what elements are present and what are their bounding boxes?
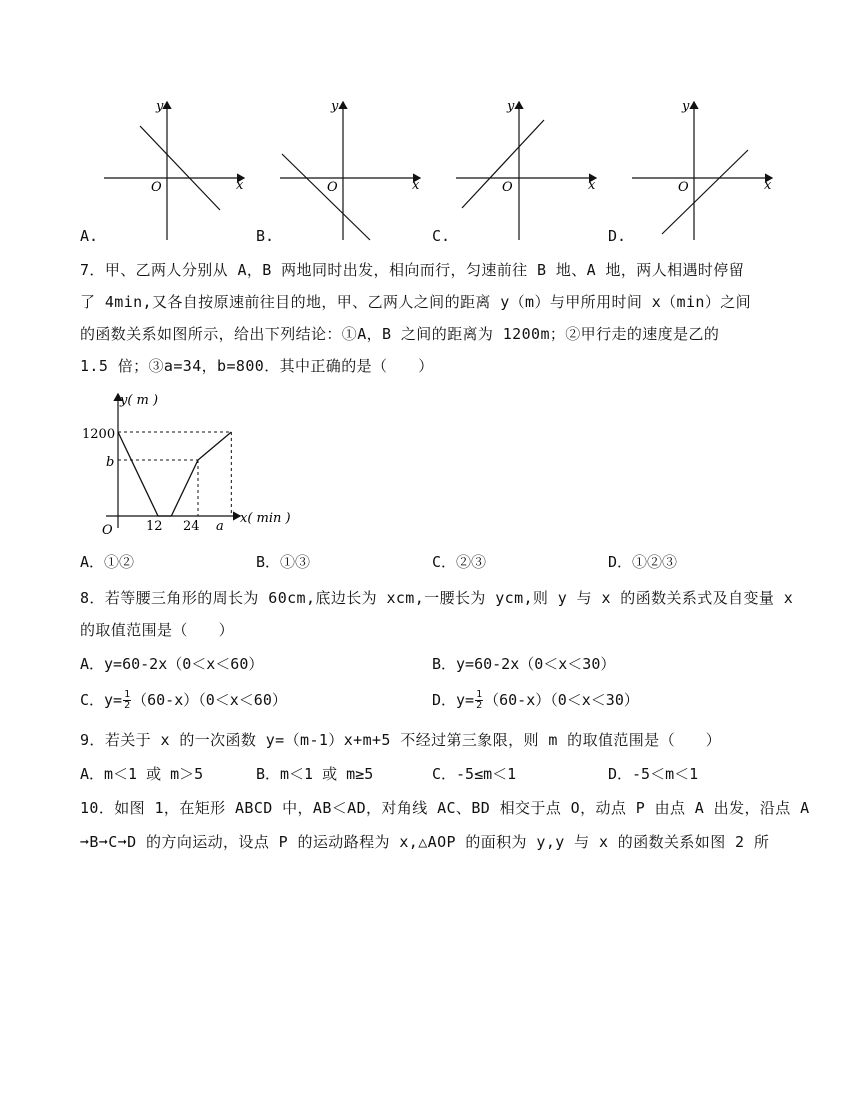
q7-graph-segment <box>171 460 198 516</box>
graph-a <box>104 99 244 240</box>
q8-option-d-prefix: D．y= <box>432 691 475 709</box>
q9-option-b: B．m＜1 或 m≥5 <box>256 765 374 783</box>
q8-option-c-suffix: （60-x）（0＜x＜60） <box>132 691 287 709</box>
q7-line-3: 的函数关系如图所示，给出下列结论：①A，B 之间的距离为 1200m；②甲行走的速度是乙的 <box>80 325 720 343</box>
q7-option-c: C．②③ <box>432 553 487 571</box>
graph-b-x-label: x <box>412 178 420 193</box>
fraction-numerator: 1 <box>124 689 131 700</box>
q8-option-d-fraction <box>475 690 483 711</box>
graph-a-y-label: y <box>156 99 164 114</box>
q8-option-c <box>80 690 287 711</box>
graph-option-d: D. <box>608 227 627 245</box>
graph-a-x-label: x <box>236 178 244 193</box>
q7-x-tick-a: a <box>216 519 224 534</box>
graph-option-b: B. <box>256 227 275 245</box>
graph-c <box>456 99 596 240</box>
q7-graph-segment <box>118 432 158 516</box>
q7-option-b: B．①③ <box>256 553 311 571</box>
q7-x-tick-24: 24 <box>183 519 200 534</box>
graph-b-origin: O <box>327 180 338 195</box>
q8-line-2: 的取值范围是（ ） <box>80 621 235 639</box>
q7-option-d: D．①②③ <box>608 553 678 571</box>
q7-y-tick-b: b <box>106 455 115 470</box>
q8-option-d <box>432 690 639 711</box>
graph-a-origin: O <box>151 180 162 195</box>
graph-a-line <box>140 126 220 210</box>
q9-option-d: D．-5＜m＜1 <box>608 765 699 783</box>
graph-d-origin: O <box>678 180 689 195</box>
q10-line-1: 10．如图 1，在矩形 ABCD 中，AB＜AD，对角线 AC、BD 相交于点 O，动点 P 由点 A 出发，沿点 A <box>80 799 810 817</box>
graph-c-origin: O <box>502 180 513 195</box>
graph-d-line <box>662 150 748 234</box>
option-graphs <box>0 90 860 250</box>
q7-x-axis-label: x( min ) <box>240 511 291 526</box>
q9-line: 9．若关于 x 的一次函数 y=（m-1）x+m+5 不经过第三象限，则 m 的取值范围是（ ） <box>80 731 722 749</box>
q7-y-tick-1200: 1200 <box>82 427 116 442</box>
graph-c-y-label: y <box>507 99 515 114</box>
fraction-denominator: 2 <box>476 700 483 711</box>
graph-d-y-label: y <box>682 99 690 114</box>
q7-origin-label: O <box>102 523 113 538</box>
q7-graph-segment <box>198 432 231 460</box>
q7-option-a: A．①② <box>80 553 135 571</box>
q9-option-a: A．m＜1 或 m＞5 <box>80 765 204 783</box>
q7-distance-time-chart <box>80 388 310 538</box>
graph-option-c: C. <box>432 227 451 245</box>
graph-b-line <box>282 154 370 240</box>
graph-d <box>632 99 772 240</box>
q8-option-c-fraction <box>123 690 131 711</box>
graph-c-x-label: x <box>588 178 596 193</box>
q10-line-2: ➞B➞C➞D 的方向运动，设点 P 的运动路程为 x,△AOP 的面积为 y,y 与 x 的函数关系如图 2 所 <box>80 833 770 851</box>
graph-b <box>280 99 420 240</box>
q7-y-axis-label: y( m ) <box>120 393 159 408</box>
q7-line-2: 了 4min,又各自按原速前往目的地，甲、乙两人之间的距离 y（m）与甲所用时间 x（min）之间 <box>80 293 752 311</box>
q9-option-c: C．-5≤m＜1 <box>432 765 517 783</box>
q7-line-4: 1.5 倍；③a=34，b=800．其中正确的是（ ） <box>80 357 434 375</box>
graph-b-y-label: y <box>331 99 339 114</box>
graph-option-a: A. <box>80 227 99 245</box>
q8-option-c-prefix: C．y= <box>80 691 123 709</box>
q7-x-tick-12: 12 <box>146 519 163 534</box>
q8-line-1: 8．若等腰三角形的周长为 60cm,底边长为 xcm,一腰长为 ycm,则 y 与 x 的函数关系式及自变量 x <box>80 589 794 607</box>
q8-option-d-suffix: （60-x）（0＜x＜30） <box>484 691 639 709</box>
fraction-numerator: 1 <box>476 689 483 700</box>
graph-d-x-label: x <box>764 178 772 193</box>
q8-option-a: A．y=60-2x（0＜x＜60） <box>80 655 264 673</box>
q8-option-b: B．y=60-2x（0＜x＜30） <box>432 655 616 673</box>
fraction-denominator: 2 <box>124 700 131 711</box>
q7-line-1: 7．甲、乙两人分别从 A，B 两地同时出发，相向而行，匀速前往 B 地、A 地，两人相遇时停留 <box>80 261 745 279</box>
